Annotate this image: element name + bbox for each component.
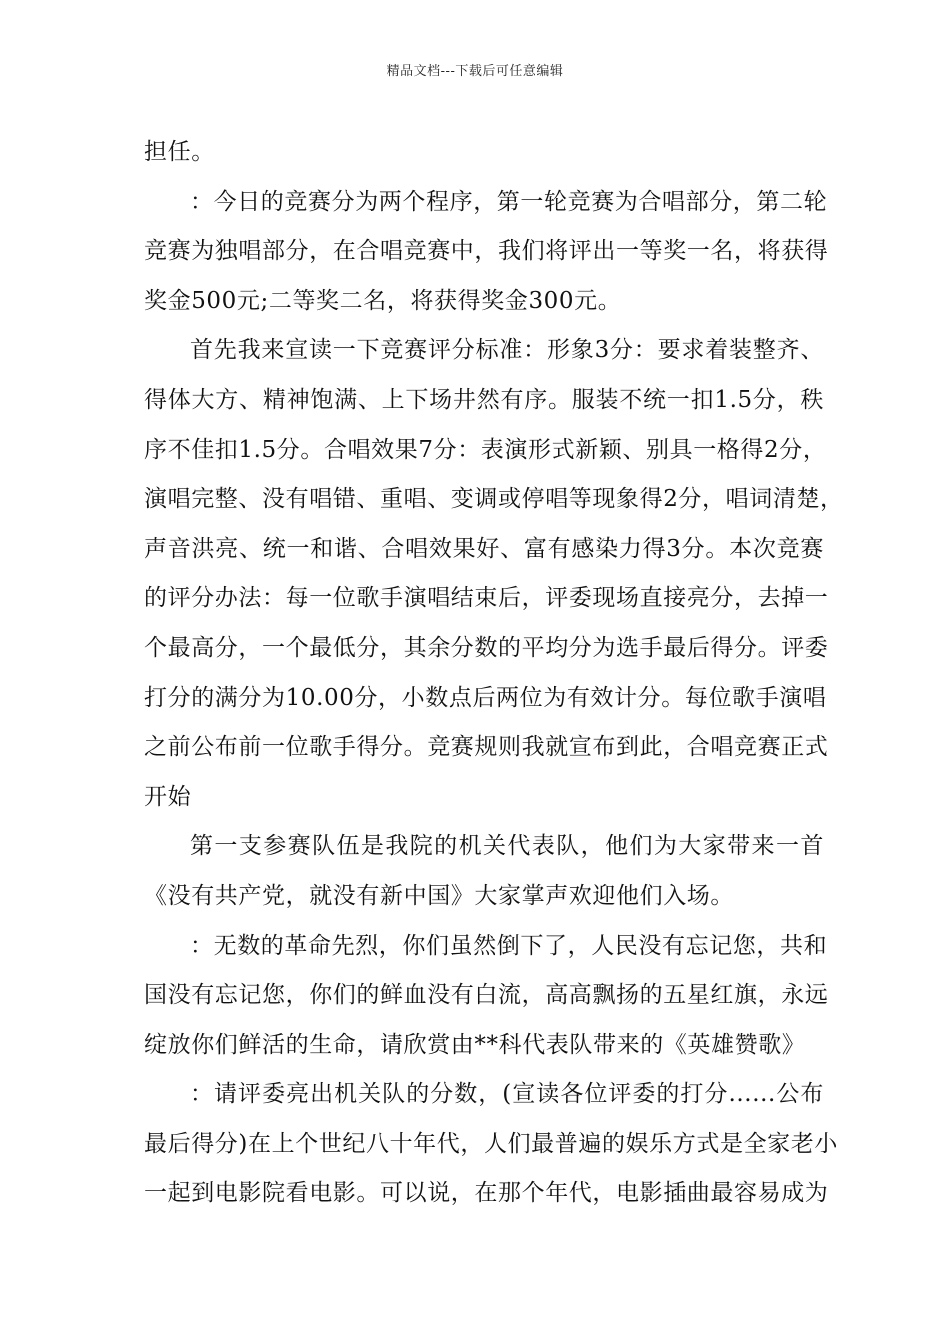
text-line: 声音洪亮、统一和谐、合唱效果好、富有感染力得3分。本次竞赛 (144, 535, 824, 562)
paragraph (144, 922, 829, 1071)
text-line: 担任。 (144, 139, 215, 165)
text-line: 打分的满分为10.00分，小数点后两位为有效计分。每位歌手演唱 (144, 684, 827, 711)
text-line: ：今日的竞赛分为两个程序，第一轮竞赛为合唱部分，第二轮 (190, 188, 828, 215)
text-line: 个最高分，一个最低分，其余分数的平均分为选手最后得分。评委 (144, 634, 829, 661)
page-header: 精品文档---下载后可任意编辑 (386, 64, 564, 79)
text-line: 的评分办法：每一位歌手演唱结束后，评委现场直接亮分，去掉一 (144, 585, 829, 612)
text-line: ：请评委亮出机关队的分数，(宣读各位评委的打分......公布 (190, 1081, 824, 1108)
paragraph (144, 822, 824, 921)
text-line: 国没有忘记您，你们的鲜血没有白流，高高飘扬的五星红旗，永远 (144, 982, 829, 1009)
paragraph (144, 326, 844, 822)
text-line: 《没有共产党，就没有新中国》大家掌声欢迎他们入场。 (144, 882, 734, 909)
text-line: 之前公布前一位歌手得分。竞赛规则我就宣布到此，合唱竞赛正式 (144, 734, 829, 761)
paragraph (144, 1070, 838, 1219)
text-line: ：无数的革命先烈，你们虽然倒下了，人民没有忘记您，共和 (190, 932, 828, 959)
text-line: 首先我来宣读一下竞赛评分标准：形象3分：要求着装整齐、 (190, 337, 824, 364)
text-line: 绽放你们鲜活的生命，请欣赏由**科代表队带来的《英雄赞歌》 (144, 1031, 806, 1058)
text-line: 得体大方、精神饱满、上下场井然有序。服装不统一扣1.5分，秩 (144, 386, 824, 413)
text-line: 第一支参赛队伍是我院的机关代表队，他们为大家带来一首 (190, 833, 824, 860)
text-line: 一起到电影院看电影。可以说，在那个年代，电影插曲最容易成为 (144, 1180, 829, 1207)
text-line: 奖金500元;二等奖二名，将获得奖金300元。 (144, 287, 622, 314)
text-line: 开始 (144, 783, 192, 810)
paragraph (144, 128, 824, 178)
paragraph (144, 178, 829, 327)
document-body (144, 128, 844, 1219)
text-line: 最后得分)在上个世纪八十年代，人们最普遍的娱乐方式是全家老小 (144, 1130, 838, 1157)
text-line: 序不佳扣1.5分。合唱效果7分：表演形式新颖、别具一格得2分， (144, 436, 827, 463)
text-line: 竞赛为独唱部分，在合唱竞赛中，我们将评出一等奖一名，将获得 (144, 238, 829, 265)
text-line: 演唱完整、没有唱错、重唱、变调或停唱等现象得2分，唱词清楚， (144, 486, 844, 513)
